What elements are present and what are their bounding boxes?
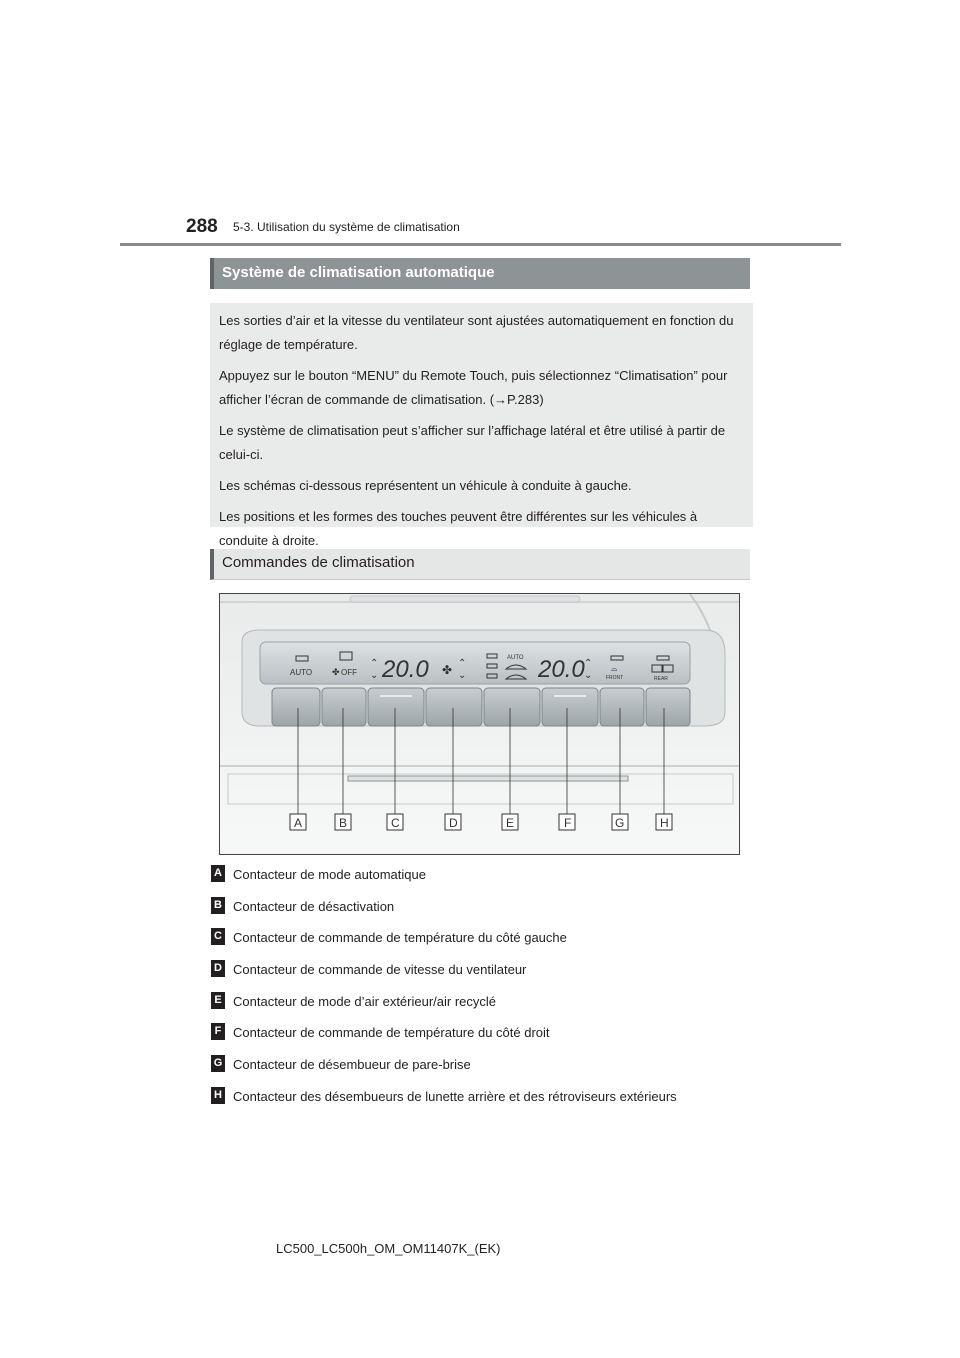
page-number: 288 <box>186 216 218 237</box>
section-heading-automatic-ac <box>210 258 750 289</box>
temp-down-left-icon: ⌄ <box>370 670 379 681</box>
chapter-title: 5-3. Utilisation du système de climatisation <box>233 220 460 234</box>
callout-label: H <box>660 816 669 830</box>
legend-text: Contacteur de commande de température du côté gauche <box>233 930 567 946</box>
button-rear-defrost <box>646 688 690 726</box>
legend-badge: H <box>211 1087 225 1104</box>
button-temp-right <box>542 688 598 726</box>
temp-left-display: 20.0 <box>382 656 429 683</box>
off-label: OFF <box>341 668 357 677</box>
legend-badge: B <box>211 897 225 914</box>
climate-panel-drawing <box>220 594 739 854</box>
callout-label: B <box>339 816 348 830</box>
lower-slot <box>348 776 628 781</box>
intro-box <box>210 303 753 548</box>
recirc-auto-label: AUTO <box>507 655 524 661</box>
legend-badge: C <box>211 928 225 945</box>
header-rule <box>120 243 841 246</box>
button-recirc <box>484 688 540 726</box>
legend-item <box>211 1055 771 1087</box>
legend-badge: G <box>211 1055 225 1072</box>
button-auto <box>272 688 320 726</box>
front-label: FRONT <box>606 675 624 681</box>
fan-off-icon: ✤ <box>332 668 340 678</box>
auto-label: AUTO <box>290 668 313 677</box>
legend-item <box>211 1087 771 1119</box>
legend-item <box>211 897 771 929</box>
legend-badge: D <box>211 960 225 977</box>
temp-down-right-icon: ⌄ <box>584 670 593 681</box>
callout-label: G <box>615 816 625 830</box>
fan-down-icon: ⌄ <box>458 670 467 681</box>
temp-right-display: 20.0 <box>538 656 585 683</box>
section-heading-ac-controls <box>210 549 750 580</box>
legend-badge: E <box>211 992 225 1009</box>
rear-label: REAR <box>654 676 668 682</box>
legend-text: Contacteur de mode automatique <box>233 867 426 882</box>
footer-code: LC500_LC500h_OM_OM11407K_(EK) <box>276 1241 501 1256</box>
legend-item <box>211 865 771 897</box>
button-fan <box>426 688 482 726</box>
legend-text: Contacteur de commande de température du côté droit <box>233 1025 550 1041</box>
intro-paragraph: Les sorties d’air et la vitesse du ventilateur sont ajustées automatiquement en fonction du réglage de température. <box>219 313 734 352</box>
front-defrost-icon: ⌓ <box>611 664 618 673</box>
intro-paragraph: Les positions et les formes des touches peuvent être différentes sur les véhicules à conduite à droite. <box>219 509 698 548</box>
callout-label: D <box>449 816 458 830</box>
legend-text: Contacteur de désembueur de pare-brise <box>233 1057 471 1073</box>
legend-list <box>211 865 771 1119</box>
legend-item <box>211 960 771 992</box>
legend-badge: A <box>211 865 225 882</box>
section-heading-text: Commandes de climatisation <box>222 554 415 571</box>
legend-text: Contacteur de mode d’air extérieur/air recyclé <box>233 993 497 1009</box>
callout-label: E <box>506 816 515 830</box>
fan-icon: ✤ <box>442 663 453 677</box>
intro-paragraph: Le système de climatisation peut s’afficher sur l’affichage latéral et être utilisé à partir de celui-ci. <box>219 423 726 462</box>
button-temp-left <box>368 688 424 726</box>
callout-label: F <box>564 816 572 830</box>
legend-badge: F <box>211 1023 225 1040</box>
legend-text: Contacteur de désactivation <box>233 898 395 914</box>
climate-panel-illustration <box>219 593 740 855</box>
display-strip <box>260 642 690 684</box>
legend-text: Contacteur des désembueurs de lunette arrière et des rétroviseurs extérieurs <box>233 1088 677 1104</box>
legend-text: Contacteur de commande de vitesse du ventilateur <box>233 962 527 978</box>
button-front-defrost <box>600 688 644 726</box>
fan-up-icon: ⌃ <box>458 658 467 669</box>
callout-label: C <box>391 816 400 830</box>
legend-item <box>211 992 771 1024</box>
button-off <box>322 688 366 726</box>
temp-up-right-icon: ⌃ <box>584 658 593 669</box>
legend-item <box>211 1023 771 1055</box>
intro-paragraph: Appuyez sur le bouton “MENU” du Remote Touch, puis sélectionnez “Climatisation” pour afficher l’écran de commande de climatisation. (→P.283) <box>219 368 728 407</box>
legend-item <box>211 928 771 960</box>
temp-up-left-icon: ⌃ <box>370 658 379 669</box>
callout-label: A <box>294 816 303 830</box>
top-vent <box>350 596 580 602</box>
section-heading-text: Système de climatisation automatique <box>222 264 495 281</box>
intro-paragraph: Les schémas ci-dessous représentent un véhicule à conduite à gauche. <box>219 478 632 493</box>
